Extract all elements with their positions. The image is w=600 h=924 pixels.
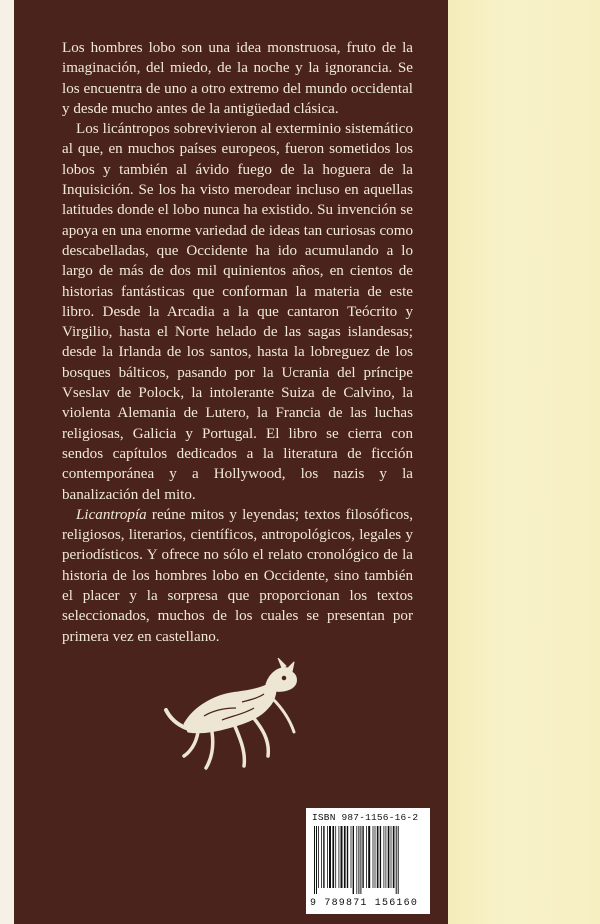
isbn-number: ISBN 987-1156-16-2	[312, 812, 419, 823]
blurb-paragraph-2: Los licántropos sobrevivieron al exterminio sistemático al que, en muchos países europeos, fueron sometidos los lobos y también al ávido fuego de la hoguera de la Inquisición. Se los ha visto merodear incluso en aquellas latitudes donde el lobo nunca ha existido. Su invención se apoya en una enorme variedad de ideas tan curiosas como descabelladas, que Occidente ha ido acumulando a lo largo de más de dos mil quinientos años, en cientos de historias fantásticas que conforman la materia de este libro. Desde la Arcadia a la que cantaron Teócrito y Virgilio, hasta el Norte helado de las sagas islandesas; desde la Irlanda de los santos, hasta la lobreguez de los bosques bálticos, pasando por la Ucrania del príncipe Vseslav de Polock, la intolerante Suiza de Calvino, la violenta Alemania de Lutero, la Francia de las luchas religiosas, Galicia y Portugal. El libro se cierra con sendos capítulos dedicados a la literatura de ficción contemporánea y a Hollywood, los nazis y la banalización del mito.	[62, 121, 413, 503]
barcode-bar	[332, 826, 334, 888]
barcode-bar	[375, 826, 376, 888]
barcode-bar	[386, 826, 387, 888]
barcode-bar	[356, 826, 357, 894]
barcode-bar	[329, 826, 331, 888]
barcode-bar	[327, 826, 328, 888]
barcode-bar	[384, 826, 385, 888]
barcode-bar	[318, 826, 319, 888]
barcode-bar	[380, 826, 381, 888]
barcode-bar	[341, 826, 343, 888]
barcode-bar	[351, 826, 352, 888]
blurb-paragraph-3	[62, 505, 413, 647]
barcode-bar	[391, 826, 392, 888]
barcode-bar	[344, 826, 346, 888]
blurb-paragraph-1: Los hombres lobo son una idea monstruosa, fruto de la imaginación, del miedo, de la noche y la ignorancia. Se los encuentra de uno a otro extremo del mundo occidental y desde mucho antes de la antigüedad clásica.	[62, 40, 413, 117]
barcode-label	[306, 808, 430, 914]
back-cover-blurb	[62, 38, 413, 647]
barcode-bar	[396, 826, 397, 894]
barcode-bar	[314, 826, 315, 894]
barcode-bar	[321, 826, 322, 888]
book-title-italic: Licantropía	[76, 506, 147, 523]
barcode-bar	[393, 826, 395, 888]
barcode-bars	[312, 826, 424, 894]
barcode-bar	[323, 826, 324, 888]
barcode-bar	[373, 826, 374, 888]
barcode-bar	[366, 826, 367, 888]
barcode-bar	[339, 826, 340, 888]
barcode-bar	[347, 826, 348, 888]
barcode-bar	[368, 826, 370, 888]
barcode-bar	[335, 826, 336, 888]
barcode-bar	[377, 826, 379, 888]
blurb-paragraph-3-text: reúne mitos y leyendas; textos filosóficos, religiosos, literarios, científicos, antropológicos, legales y periodísticos. Y ofrece no sólo el relato cronológico de la historia de los hombres lobo en Occidente, sino también el placer y la sorpresa que proporcionan los textos seleccionados, muchos de los cuales se presentan por primera vez en castellano.	[62, 506, 413, 645]
cover-edge	[0, 0, 14, 924]
leaping-wolf-man-icon	[164, 658, 304, 778]
barcode-bar	[398, 826, 399, 894]
barcode-bar	[360, 826, 361, 894]
ean-number: 9 789871 156160	[310, 898, 419, 909]
barcode-bar	[316, 826, 317, 894]
barcode-bar	[358, 826, 359, 894]
spine-strip	[448, 0, 600, 924]
barcode-bar	[388, 826, 390, 888]
barcode-bar	[353, 826, 354, 894]
barcode-bar	[362, 826, 363, 888]
